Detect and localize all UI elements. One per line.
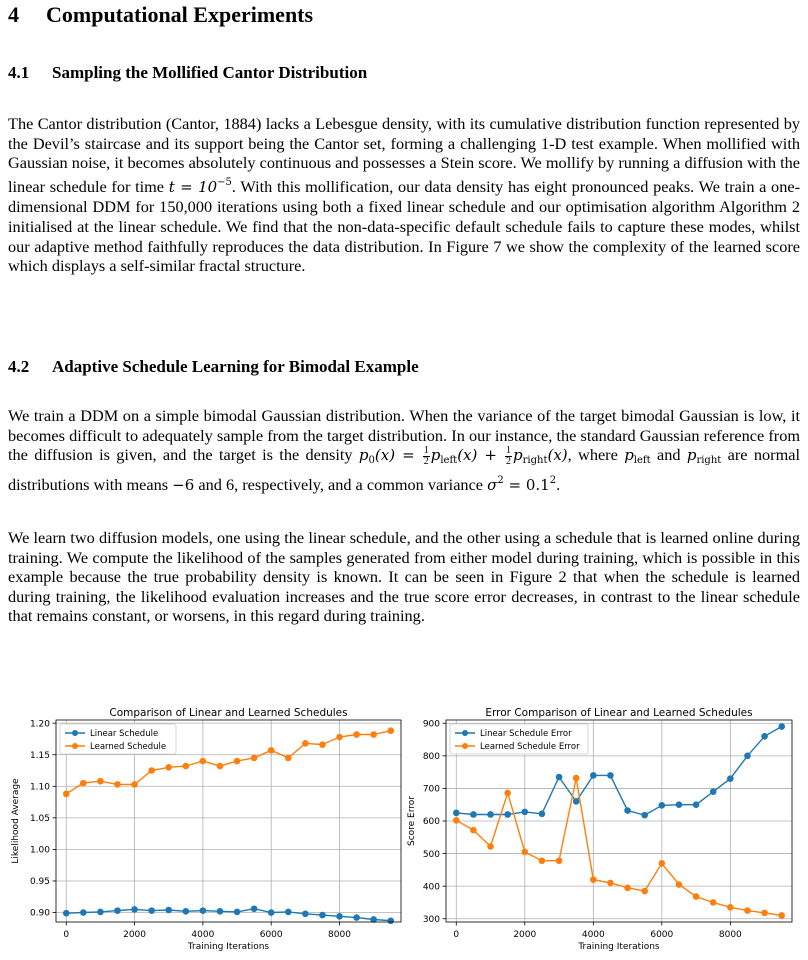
data-point [251,755,258,762]
y-tick-label: 1.00 [29,845,50,856]
data-point [63,791,70,798]
section-number: 4 [8,2,19,27]
data-point [319,912,326,919]
fraction-half [423,446,430,467]
data-point [761,910,768,917]
y-tick-label: 300 [422,914,440,925]
data-point [80,909,87,916]
figure-schedules [0,700,808,960]
x-tick-label: 6000 [259,930,283,940]
legend-label: Linear Schedule Error [480,729,572,739]
math-subscript: right [696,455,722,467]
math-mean: −6 [172,475,195,494]
data-point [607,772,614,779]
subsection-title-text: Sampling the Mollified Cantor Distribution [52,63,368,82]
data-point [268,909,275,916]
x-tick-label: 4000 [581,930,605,940]
x-tick-label: 6000 [650,930,674,940]
math-p-left-inline [624,446,651,467]
series-2 [453,775,785,919]
paragraph-text: , where [567,445,625,465]
y-tick-label: 800 [422,752,440,763]
subsection-number: 4.2 [8,357,30,376]
paragraph-text: The Cantor distribution (Cantor, 1884) lacks a Lebesgue density, with its cumulative distribution function represented by the Devil’s staircase and its support being the Cantor set, forming a challenging 1-D test example. When mollified with Gaussian noise, it becomes absolutely continuous and possesses a Stein score. We mollify by running a diffusion with the linear schedule for time [8,114,800,196]
y-tick-label: 0.95 [29,877,50,888]
data-point [641,888,648,895]
data-point [251,905,258,912]
data-point [217,763,224,770]
data-point [590,876,597,883]
data-point [556,774,563,781]
paragraph-text: . [556,474,561,494]
subsection-title-text: Adaptive Schedule Learning for Bimodal Example [52,357,419,376]
data-point [778,723,785,730]
data-point [148,907,155,914]
series-1 [63,905,394,924]
data-point [676,881,683,888]
subsection-title-4-1 [8,63,367,83]
data-point [744,753,751,760]
y-tick-label: 1.10 [29,782,50,793]
data-point [165,764,172,771]
data-point [97,778,104,785]
data-point [539,811,546,818]
paragraph-text: and 6, respectively, and a common variance [194,474,488,494]
legend [450,724,588,754]
data-point [63,910,70,917]
paragraph-text: and [650,445,687,465]
data-point [453,817,460,824]
data-point [302,910,309,917]
y-tick-label: 900 [422,719,440,730]
math-argument: (x) = [374,446,422,465]
paragraph-bimodal [8,406,800,495]
data-point [521,849,528,856]
data-point [453,810,460,817]
x-tick-label: 0 [63,930,70,940]
data-point [624,884,631,891]
legend-label: Linear Schedule [90,729,159,739]
legend-marker [462,743,468,749]
math-sigma: σ [487,475,498,494]
series-line [456,778,781,916]
data-point [234,758,241,765]
data-point [302,740,309,747]
legend-label: Learned Schedule Error [480,742,580,752]
data-point [183,908,190,915]
data-point [353,731,360,738]
data-point [234,909,241,916]
x-axis-label: Training Iterations [187,942,270,952]
data-point [148,767,155,774]
data-point [387,917,394,924]
data-point [659,802,666,809]
x-tick-label: 8000 [328,930,351,940]
data-point [504,790,511,797]
data-point [285,909,292,916]
math-subscript: right [522,455,548,467]
chart-title: Error Comparison of Linear and Learned Schedules [485,707,753,719]
data-point [336,734,343,741]
y-tick-label: 600 [422,817,440,828]
x-tick-label: 2000 [513,930,537,940]
x-tick-label: 8000 [718,930,742,940]
data-point [590,772,597,779]
data-point [710,788,717,795]
section-title [8,2,313,28]
legend-marker [72,743,78,749]
math-exponent: −5 [217,176,232,188]
data-point [761,733,768,740]
fraction-denominator: 2 [506,455,512,467]
math-symbol: p [430,446,441,465]
fraction-numerator: 1 [506,444,512,456]
data-point [573,798,580,805]
x-tick-label: 0 [453,930,460,940]
data-point [165,907,172,914]
fraction-numerator: 1 [423,444,429,456]
paragraph-schedules: We learn two diffusion models, one using the linear schedule, and the other using a schedule that is learned online during training. We compute the likelihood of the samples generated from either model during training, which is possible in this example because the true probability density is known. It can be seen in Figure 2 that when the schedule is learned during training, the likelihood evaluation increases and the true score error decreases, in contrast to the linear schedule that remains constant, or worsens, in this regard during training. [8,528,800,626]
x-tick-label: 2000 [123,930,147,940]
y-tick-label: 700 [422,784,440,795]
y-axis-label: Likelihood Average [11,778,21,864]
math-p-right-inline [686,446,722,467]
math-p-left [430,446,505,467]
data-point [504,811,511,818]
data-point [114,781,121,788]
math-subscript: 0 [368,455,375,467]
data-point [114,907,121,914]
data-point [778,912,785,919]
data-point [217,908,224,915]
data-point [556,857,563,864]
math-p-right [513,446,568,467]
data-point [487,843,494,850]
chart-2 [407,707,792,952]
legend-marker [72,730,78,736]
data-point [573,775,580,782]
math-symbol: p [624,446,634,465]
math-subscript: left [633,455,651,467]
chart-title: Comparison of Linear and Learned Schedules [109,707,348,719]
data-point [131,781,138,788]
subsection-number: 4.1 [8,63,30,82]
paragraph-cantor [8,114,800,276]
y-tick-label: 500 [422,849,440,860]
data-point [131,906,138,913]
data-point [353,914,360,921]
y-tick-label: 1.15 [29,750,50,761]
data-point [744,907,751,914]
data-point [183,763,190,770]
paragraph-text: . With this mollification, our data density has eight pronounced peaks. We train a one-dimensional DDM for 150,000 iterations using both a fixed linear schedule and our optimisation algorithm Algorithm 2 initialised at the linear schedule. We find that the non-data-specific default schedule fails to capture these modes, whilst our adaptive method faithfully reproduces the data distribution. In Figure 7 we show the complexity of the learned score which displays a self-similar fractal structure. [8,176,800,276]
data-point [676,801,683,808]
paragraph-text: are normal distributions with means [8,445,800,494]
legend-label: Learned Schedule [90,742,167,752]
data-point [370,731,377,738]
data-point [710,899,717,906]
data-point [470,827,477,834]
y-tick-label: 0.90 [29,908,50,919]
data-point [624,807,631,814]
data-point [200,907,207,914]
data-point [727,775,734,782]
data-point [539,857,546,864]
paragraph-text: We train a DDM on a simple bimodal Gaussian distribution. When the variance of the target bimodal Gaussian is low, it becomes difficult to adequately sample from the target distribution. In our instance, the standard Gaussian reference from the diffusion is given, and the target is the density [8,406,800,465]
subsection-title-4-2 [8,357,419,377]
data-point [693,801,700,808]
data-point [285,755,292,762]
data-point [659,860,666,867]
x-axis-label: Training Iterations [578,942,660,952]
data-point [97,909,104,916]
math-exponent: 2 [497,474,504,486]
math-argument: (x) [547,446,568,465]
data-point [319,741,326,748]
math-symbol: p [358,446,369,465]
data-point [200,758,207,765]
math-p0 [358,446,422,467]
legend [60,724,176,754]
data-point [607,880,614,887]
fraction-half [505,446,512,467]
chart-1 [11,707,401,952]
math-exponent: 2 [549,474,557,486]
data-point [693,893,700,900]
data-point [336,913,343,920]
x-tick-label: 4000 [191,930,215,940]
y-tick-label: 400 [422,882,440,893]
math-t: t = 10 [168,177,218,196]
data-point [268,747,275,754]
math-symbol: p [686,446,697,465]
data-point [521,809,528,816]
data-point [470,811,477,818]
y-tick-label: 1.05 [29,814,50,825]
math-subscript: left [440,455,458,467]
section-title-text: Computational Experiments [46,2,314,27]
math-symbol: p [513,446,523,465]
y-tick-label: 1.20 [29,719,50,730]
fraction-denominator: 2 [423,455,429,467]
legend-marker [462,730,468,736]
data-point [487,811,494,818]
data-point [727,904,734,911]
data-point [641,812,648,819]
math-variance: = 0.1 [503,475,550,494]
math-argument: (x) + [457,446,505,465]
data-point [80,780,87,787]
data-point [387,727,394,734]
y-axis-label: Score Error [407,795,417,847]
